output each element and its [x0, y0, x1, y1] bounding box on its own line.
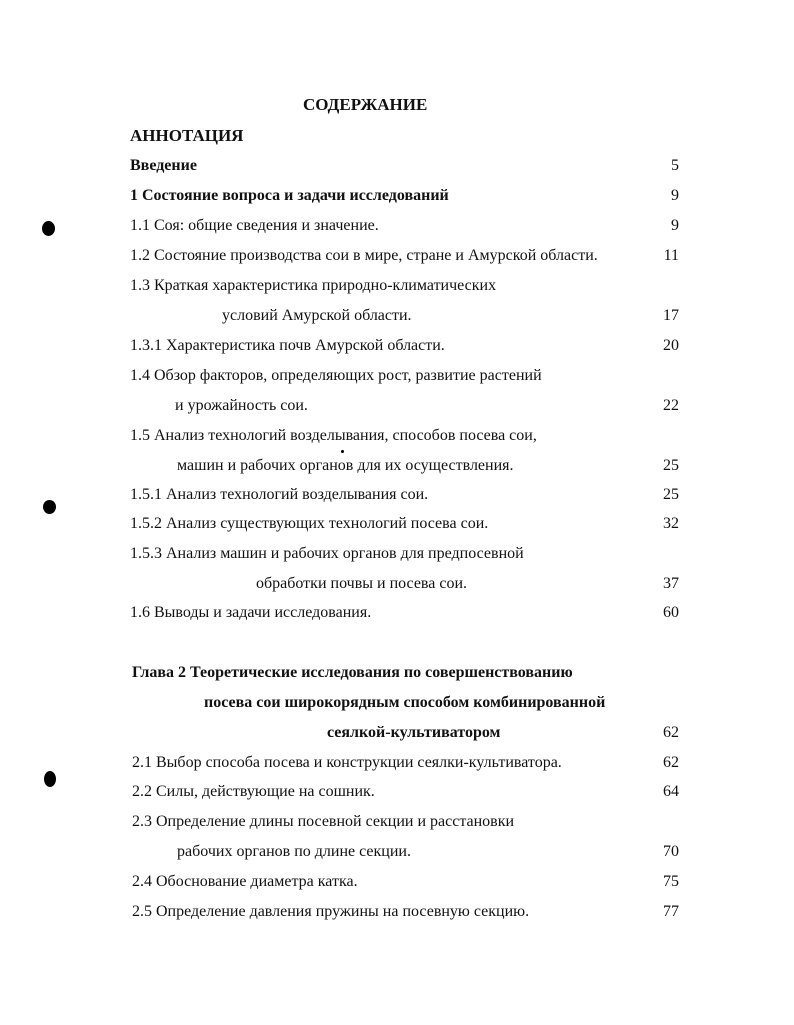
toc-entry-1-5-1: 1.5.1 Анализ технологий возделывания сои. — [130, 486, 429, 503]
toc-page-number: 5 — [671, 157, 679, 174]
toc-entry-2-3-continued: рабочих органов по длине секции. — [177, 843, 411, 860]
toc-entry-1-3-continued: условий Амурской области. — [222, 307, 412, 324]
toc-entry-1-2: 1.2 Состояние производства сои в мире, стране и Амурской области. — [130, 247, 598, 264]
scan-hole-mark — [42, 221, 55, 236]
toc-page-number: 17 — [663, 307, 679, 324]
toc-page-number: 9 — [671, 217, 679, 234]
toc-entry-1-4: 1.4 Обзор факторов, определяющих рост, развитие растений — [130, 367, 542, 384]
toc-page-number: 25 — [663, 486, 679, 503]
toc-page-number: 37 — [663, 575, 679, 592]
toc-page-number: 64 — [663, 783, 679, 800]
toc-entry-1-5-3-continued: обработки почвы и посева сои. — [256, 575, 468, 592]
toc-page-number: 9 — [671, 187, 679, 204]
toc-entry-2-2: 2.2 Силы, действующие на сошник. — [132, 783, 375, 800]
toc-entry-chapter-2-continued: посева сои широкорядным способом комбинированной — [204, 694, 606, 711]
toc-entry-chapter-2-continued-2: сеялкой-культиватором — [327, 724, 501, 741]
toc-entry-1-5-3: 1.5.3 Анализ машин и рабочих органов для предпосевной — [130, 545, 524, 562]
toc-page-number: 62 — [663, 724, 679, 741]
toc-title: СОДЕРЖАНИЕ — [303, 95, 428, 114]
toc-entry-intro: Введение — [130, 157, 197, 174]
toc-page-number: 75 — [663, 873, 679, 890]
toc-page-number: 32 — [663, 515, 679, 532]
toc-page-number: 25 — [663, 457, 679, 474]
scan-speck — [341, 450, 344, 453]
toc-entry-1-5-continued: машин и рабочих органов для их осуществления. — [177, 457, 514, 474]
scan-hole-mark — [44, 771, 56, 787]
toc-entry-2-3: 2.3 Определение длины посевной секции и расстановки — [132, 813, 515, 830]
toc-entry-2-4: 2.4 Обоснование диаметра катка. — [132, 873, 358, 890]
annotation-heading: АННОТАЦИЯ — [130, 126, 244, 145]
toc-page-number: 22 — [663, 397, 679, 414]
toc-page-number: 20 — [663, 337, 679, 354]
toc-entry-1-5: 1.5 Анализ технологий возделывания, способов посева сои, — [130, 427, 537, 444]
toc-page-number: 11 — [663, 247, 679, 264]
toc-page-number: 60 — [663, 604, 679, 621]
scan-hole-mark — [43, 500, 56, 514]
toc-entry-chapter-1: 1 Состояние вопроса и задачи исследований — [130, 187, 449, 204]
toc-page-number: 77 — [663, 903, 679, 920]
toc-page-number: 62 — [663, 754, 679, 771]
toc-page-number: 70 — [663, 843, 679, 860]
toc-entry-2-1: 2.1 Выбор способа посева и конструкции сеялки-культиватора. — [132, 754, 562, 771]
toc-entry-1-6: 1.6 Выводы и задачи исследования. — [130, 604, 372, 621]
toc-entry-1-4-continued: и урожайность сои. — [175, 397, 308, 414]
toc-entry-1-1: 1.1 Соя: общие сведения и значение. — [130, 217, 379, 234]
toc-entry-chapter-2: Глава 2 Теоретические исследования по совершенствованию — [132, 664, 573, 681]
toc-entry-2-5: 2.5 Определение давления пружины на посевную секцию. — [132, 903, 530, 920]
toc-entry-1-5-2: 1.5.2 Анализ существующих технологий посева сои. — [130, 515, 489, 532]
toc-entry-1-3-1: 1.3.1 Характеристика почв Амурской области. — [130, 337, 445, 354]
toc-entry-1-3: 1.3 Краткая характеристика природно-климатических — [130, 277, 497, 294]
